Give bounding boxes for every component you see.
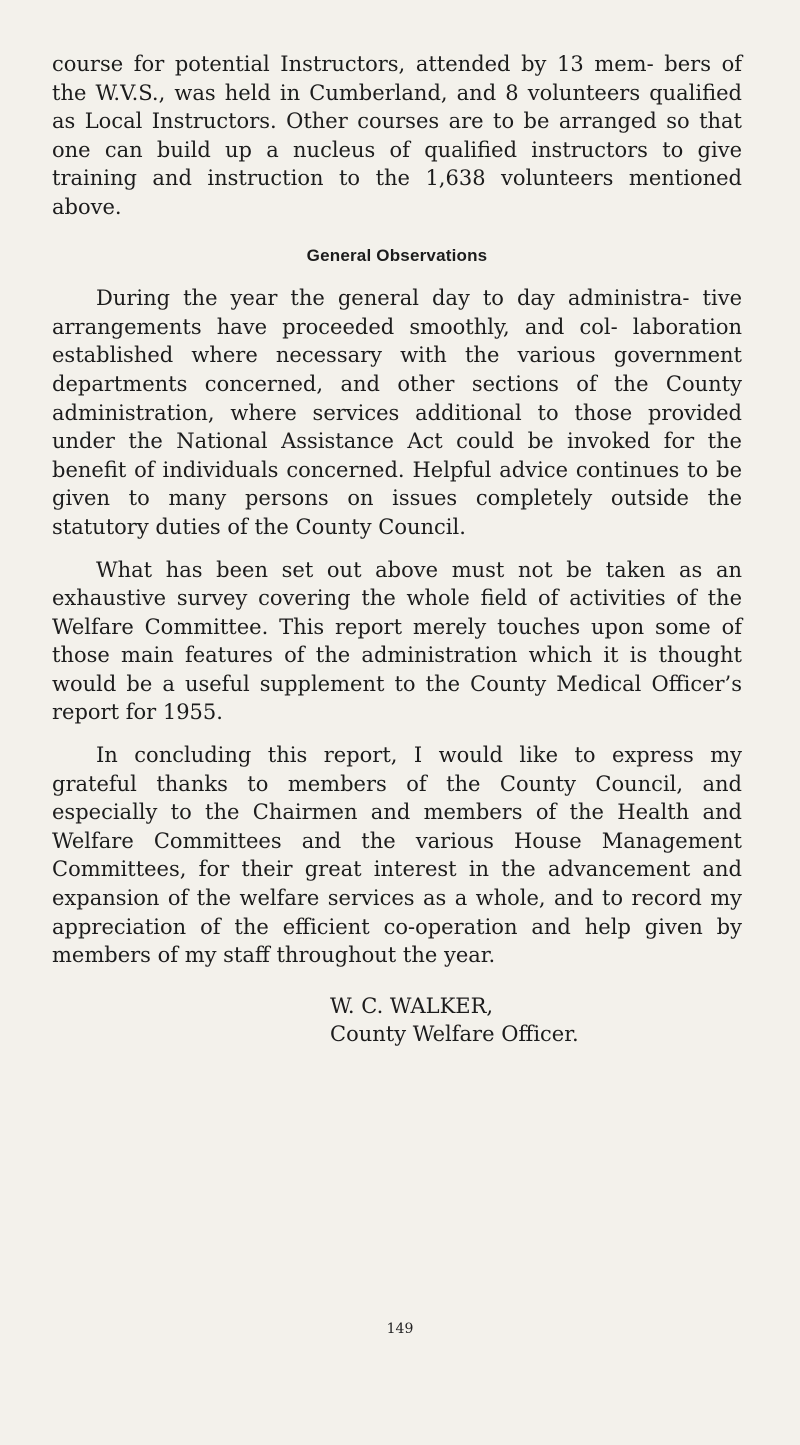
paragraph-instructors-course: course for potential Instructors, attended by 13 mem- bers of the W.V.S., was held in Cumberland, and 8 volunteers qualified as Local Instructors. Other courses are to be arranged so that one can build up a nucleus of qualified instructors to give training and instruction to the 1,638 volunteers mentioned above. [52, 52, 742, 219]
page-number: 149 [386, 1321, 414, 1337]
body-text [52, 50, 742, 1049]
section-heading: General Observations [306, 245, 488, 265]
paragraph-concluding: In concluding this report, I would like to express my grateful thanks to members of the County Council, and especially to the Chairmen and members of the Health and Welfare Committees and the various House Management Committees, for their great interest in the advancement and expansion of the welfare services as a whole, and to record my appreciation of the efficient co-operation and help given by members of my staff throughout the year. [52, 743, 742, 968]
signature-title: County Welfare Officer. [330, 1022, 579, 1047]
paragraph-general-observations: During the year the general day to day administra- tive arrangements have proceeded smoothly, and col- laboration established where necessary with the various government departments concerned, and other sections of the County administration, where services additional to those provided under the National Assistance Act could be invoked for the benefit of individuals concerned. Helpful advice continues to be given to many persons on issues completely outside the statutory duties of the County Council. [52, 286, 742, 539]
signature-block [330, 992, 742, 1049]
paragraph-survey-scope: What has been set out above must not be taken as an exhaustive survey covering the whole field of activities of the Welfare Committee. This report merely touches upon some of those main features of the administration which it is thought would be a useful supplement to the County Medical Officer’s report for 1955. [52, 557, 742, 725]
signature-name: W. C. WALKER, [330, 993, 494, 1018]
